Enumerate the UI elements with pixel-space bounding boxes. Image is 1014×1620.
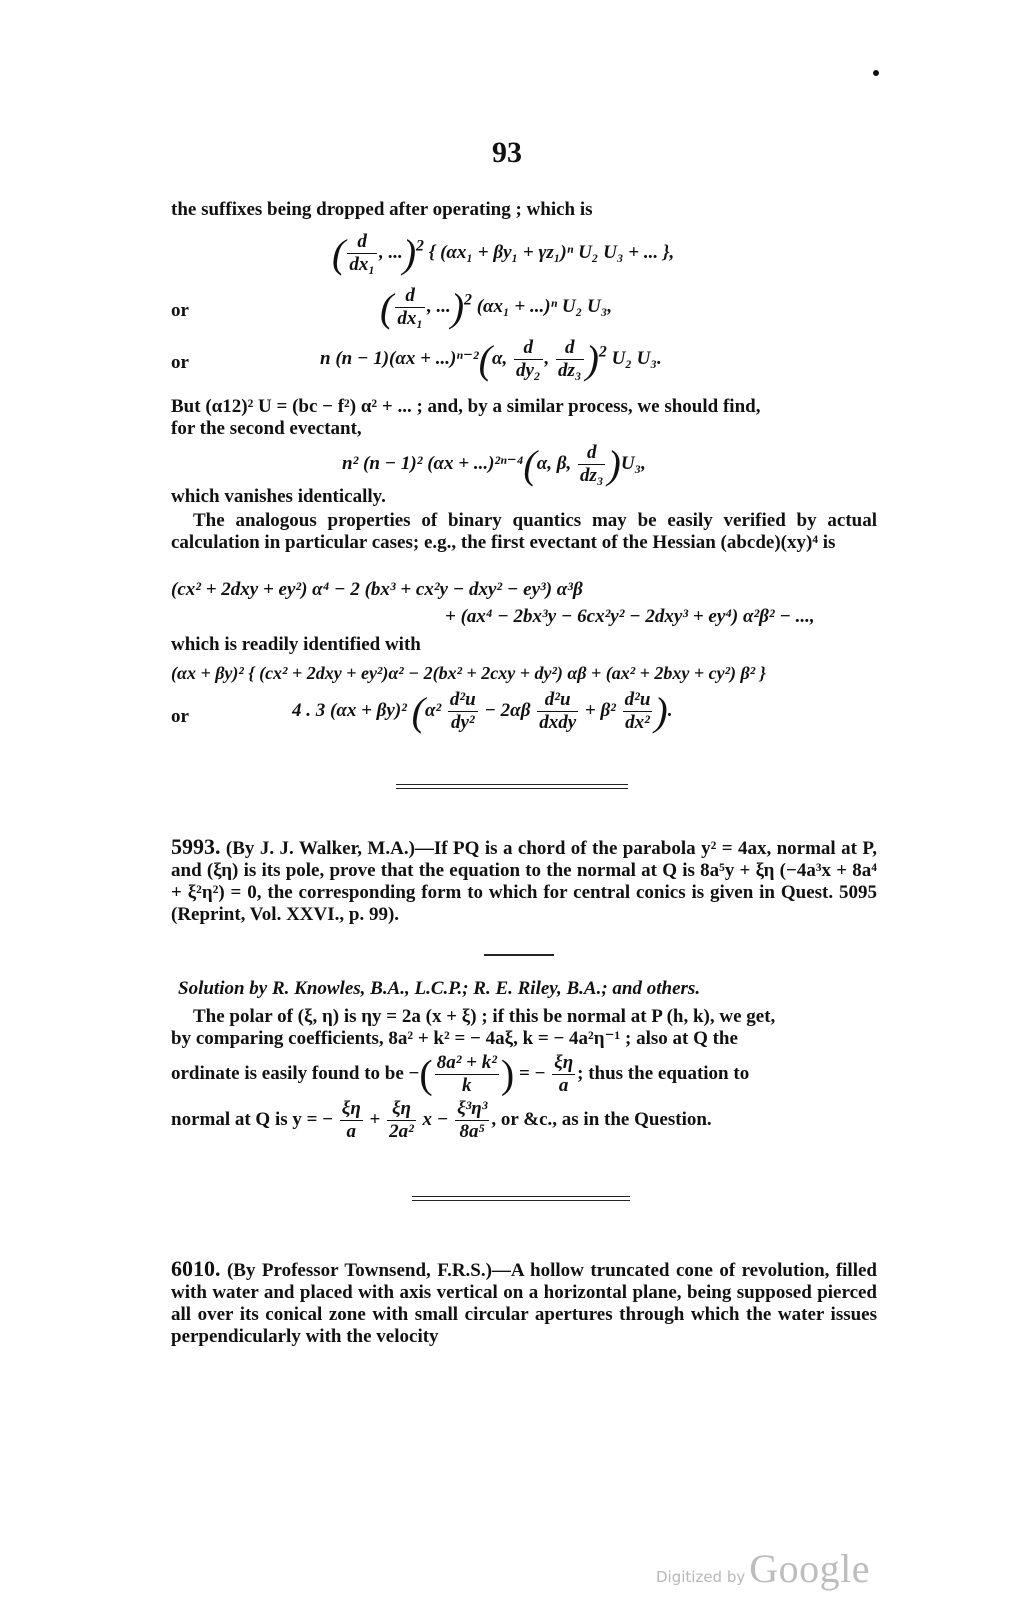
long-expression-2: + (ax⁴ − 2bx³y − 6cx²y² − 2dxy³ + ey⁴) α²β² − ...,	[445, 606, 815, 627]
intro-line: the suffixes being dropped after operating ; which is	[171, 199, 593, 220]
or-2: or	[171, 352, 189, 373]
solution-line-1: The polar of (ξ, η) is ηy = 2a (x + ξ) ; if this be normal at P (h, k), we get,	[193, 1006, 776, 1027]
solution-line-2: by comparing coefficients, 8a² + k² = − 4aξ, k = − 4a²η⁻¹ ; also at Q the	[171, 1028, 738, 1049]
question-number: 5993.	[171, 834, 221, 859]
ink-dot	[873, 70, 879, 76]
google-logo: Google	[749, 1546, 871, 1591]
equation-2: ( $\frac{d}{\text{dx₁}}$ , ...)$^2$ (αx₁ + ...)ⁿ U₂ U₃,	[380, 285, 613, 330]
long-expression-3: (αx + βy)² { (cx² + 2dxy + ey²)α² − 2(bx² + 2cxy + dy²) αβ + (ax² + 2bxy + cy²) β² }	[171, 663, 766, 683]
section-divider-2	[412, 1196, 630, 1201]
solution-line-3: ordinate is easily found to be −( $\frac{\text{8a² + k²}}{k}$ ) = − $\frac{\xi\eta}{a}$ ; thus the equation to	[171, 1051, 750, 1097]
solution-byline: Solution by R. Knowles, B.A., L.C.P.; R. E. Riley, B.A.; and others.	[178, 978, 701, 999]
page-number: 93	[492, 136, 522, 169]
question-number: 6010.	[171, 1256, 221, 1281]
or-1: or	[171, 300, 189, 321]
solution-line-4: normal at Q is y = − $\frac{\xi\eta}{a}$ + $\frac{\xi\eta}{\text{2a²}}$ x − $\frac{\text{ξ³η³}}{\text{8a⁵}}$ , or &c., as in the Question.	[171, 1098, 712, 1142]
but-line-1: But (α12)² U = (bc − f²) α² + ... ; and, by a similar process, we should find,	[171, 396, 761, 417]
long-expression-1: (cx² + 2dxy + ey²) α⁴ − 2 (bx³ + cx²y − dxy² − ey³) α³β	[171, 579, 583, 600]
identified-line: which is readily identified with	[171, 634, 421, 655]
question-6010: 6010. (By Professor Townsend, F.R.S.)—A hollow truncated cone of revolution, filled with water and placed with axis vertical on a horizontal plane, being supposed pierced all over its conical zone with small circular apertures through which the water issues perpendicularly with the velocity	[171, 1256, 877, 1347]
binary-paragraph: The analogous properties of binary quantics may be easily verified by actual calculation in particular cases; e.g., the first evectant of the Hessian (abcde)(xy)⁴ is	[171, 510, 877, 553]
equation-1: ( $\frac{d}{\text{dx₁}}$ , ...)$^2$ { (αx₁ + βy₁ + γz₁)ⁿ U₂ U₃ + ... },	[332, 231, 675, 276]
section-divider-1	[396, 784, 628, 789]
equation-5: 4 . 3 (αx + βy)² (α² $\frac{\text{d²u}}{\text{dy²}}$ − 2αβ $\frac{\text{d²u}}{\text{dxdy}}$ + β² $\frac{\text{d²u}}{\text{dx²}}$ ).	[292, 689, 673, 734]
equation-3: n (n − 1)(αx + ...)ⁿ⁻²(α, $\frac{d}{\text{dy₂}}$ , $\frac{d}{\text{dz₃}}$ )$^2$ U₂ U₃.	[320, 337, 662, 382]
vanish-line: which vanishes identically.	[171, 486, 386, 507]
question-5993: 5993. (By J. J. Walker, M.A.)—If PQ is a chord of the parabola y² = 4ax, normal at P, and (ξη) is its pole, prove that the equation to the normal at Q is 8a⁵y + ξη (−4a³x + 8a⁴ + ξ²η²) = 0, the corresponding form to which for central conics is given in Quest. 5095 (Reprint, Vol. XXVI., p. 99).	[171, 834, 877, 925]
or-3: or	[171, 706, 189, 727]
equation-4: n² (n − 1)² (αx + ...)²ⁿ⁻⁴(α, β, $\frac{d}{\text{dz₃}}$ )U₃,	[342, 442, 646, 487]
google-watermark: Digitized by Google	[656, 1546, 871, 1591]
short-divider	[484, 954, 554, 956]
but-line-2: for the second evectant,	[171, 418, 362, 439]
